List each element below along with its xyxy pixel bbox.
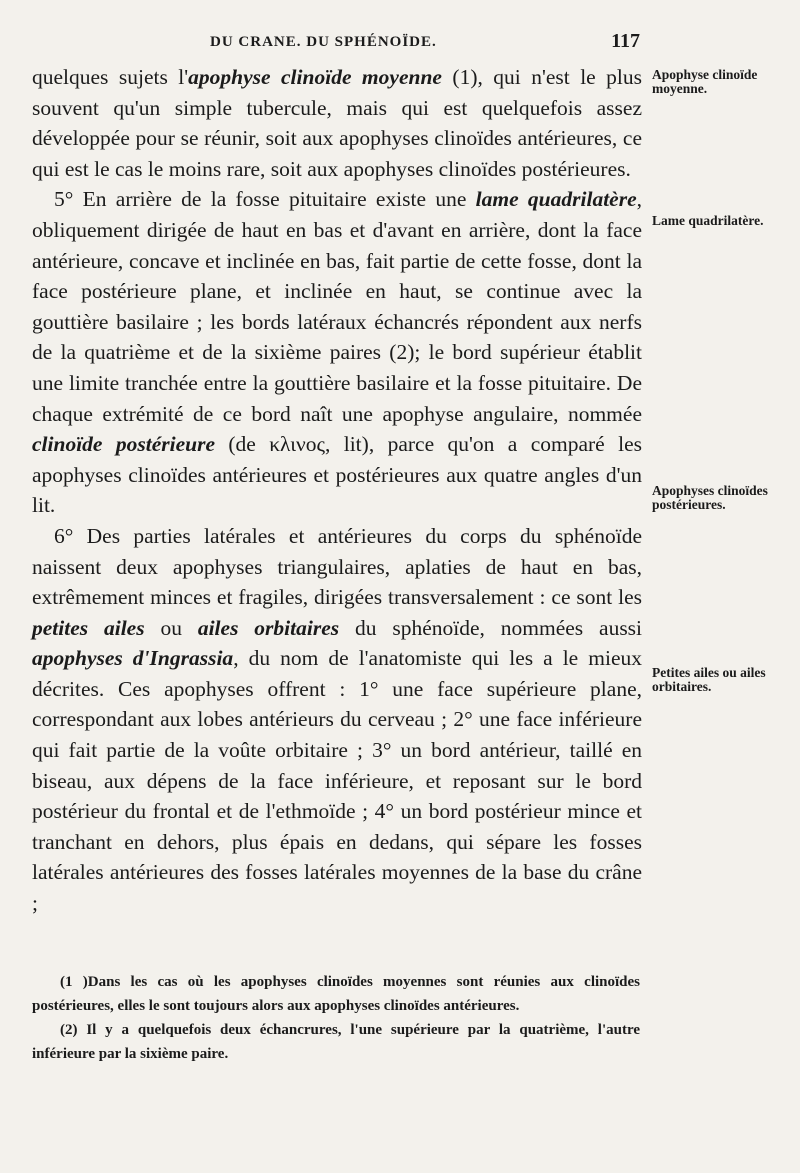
italic-term: apophyse clinoïde moyenne (188, 65, 442, 89)
footnote-1: (1 )Dans les cas où les apophyses clinoïdes moyennes sont réunies aux clinoïdes postérieures, elles le sont toujours alors aux apophyses clinoïdes antérieures. (32, 974, 640, 1014)
paragraph-2 (32, 184, 642, 521)
text-run: 5° En arrière de la fosse pituitaire existe une (54, 187, 476, 212)
margin-note-apophyse-clinoide-moyenne: Apophyse clinoïde moyenne. (652, 67, 758, 96)
page-number: 117 (611, 30, 640, 52)
paragraph-1 (32, 62, 642, 184)
margin-note-lame-quadrilatere: Lame quadrilatère. (652, 213, 764, 228)
margin-note-petites-ailes: Petites ailes ou ailes orbitaires. (652, 665, 766, 694)
margin-note-apophyses-clinoides-posterieures: Apophyses clinoïdes postérieures. (652, 483, 768, 512)
text-run: du sphénoïde, nommées aussi (339, 615, 643, 640)
text-run: (de κλινος, lit), parce qu'on a comparé les apophyses clinoïdes antérieures et postérieures aux quatre angles d'un lit. (32, 432, 642, 518)
footnotes (32, 970, 640, 1066)
text-run: , obliquement dirigée de haut en bas et d'avant en arrière, dont la face antérieure, concave et inclinée en bas, fait partie de cette fosse, dont la face postérieure plane, et inclinée en haut, se continue avec la gouttière basilaire ; les bords latéraux échancrés répondent aux nerfs de la quatrième et de la sixième paires (2); le bord supérieur établit une limite tranchée entre la gouttière basilaire et la fosse pituitaire. De chaque extrémité de ce bord naît une apophyse angulaire, nommée (32, 187, 642, 426)
text-run: quelques sujets l' (32, 65, 189, 89)
running-title: DU CRANE. DU SPHÉNOÏDE. (210, 34, 437, 50)
italic-term: petites ailes (32, 615, 145, 640)
italic-term: ailes orbitaires (197, 615, 340, 640)
footnote-2: (2) Il y a quelquefois deux échancrures, l'une supérieure par la quatrième, l'autre inférieure par la sixième paire. (32, 1022, 640, 1062)
italic-term: lame quadrilatère (475, 187, 637, 212)
text-run: 6° Des parties latérales et antérieures du corps du sphénoïde naissent deux apophyses triangulaires, aplaties de haut en bas, extrêmement minces et fragiles, dirigées transversalement : ce sont les (32, 523, 642, 610)
main-text (32, 62, 642, 919)
italic-term: apophyses d'Ingrassia (32, 646, 234, 671)
paragraph-3 (32, 521, 642, 919)
text-run: ou (144, 615, 198, 640)
text-run: (1), qui n'est le plus souvent qu'un simple tubercule, mais qui est quelquefois assez développée pour se réunir, soit aux apophyses clinoïdes antérieures, ce qui est le cas le moins rare, soit aux apophyses clinoïdes postérieures. (32, 65, 642, 181)
italic-term: clinoïde postérieure (32, 432, 215, 457)
text-run: , du nom de l'anatomiste qui les a le mieux décrites. Ces apophyses offrent : 1° une face supérieure plane, correspondant aux lobes antérieurs du cerveau ; 2° une face inférieure qui fait partie de la voûte orbitaire ; 3° un bord antérieur, taillé en biseau, aux dépens de la face inférieure, et reposant sur le bord postérieur du frontal et de l'ethmoïde ; 4° un bord postérieur mince et tranchant en dehors, plus épais en dedans, qui sépare les fosses latérales antérieures des fosses latérales moyennes de la base du crâne ; (32, 646, 642, 916)
